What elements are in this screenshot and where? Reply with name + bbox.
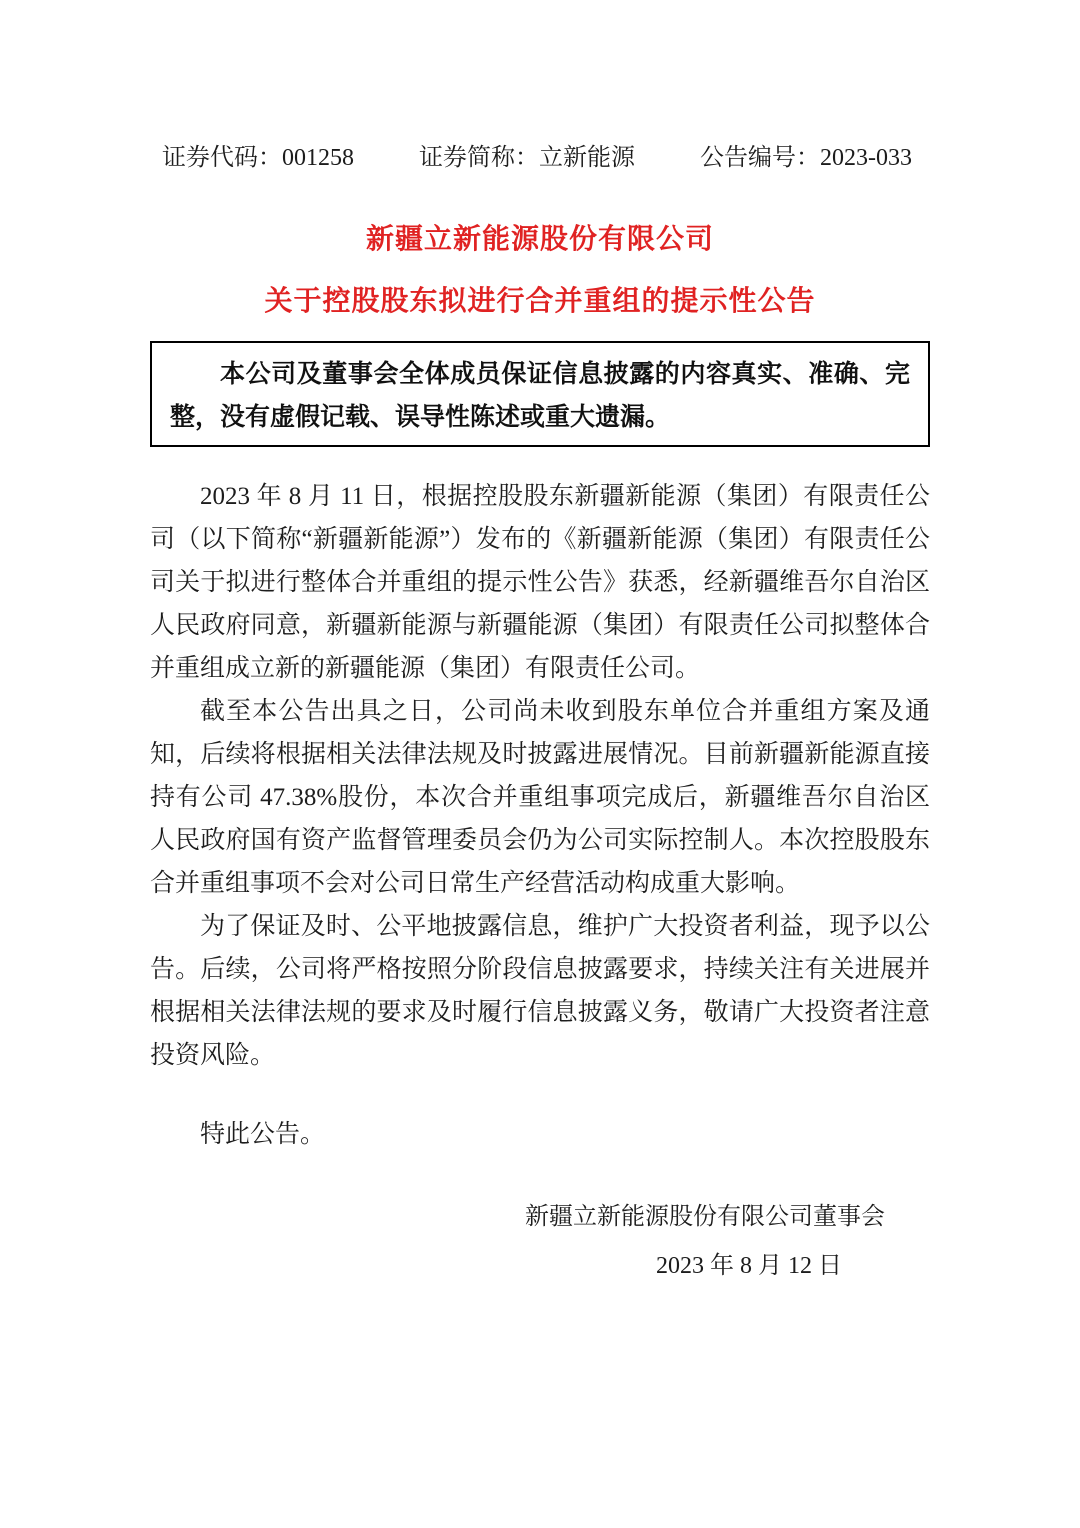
stock-name bbox=[419, 143, 635, 173]
announcement-number bbox=[700, 143, 912, 173]
stock-name-value: 立新能源 bbox=[539, 145, 635, 171]
announcement-number-label: 公告编号： bbox=[700, 145, 820, 171]
body-paragraph-1: 2023 年 8 月 11 日，根据控股股东新疆新能源（集团）有限责任公司（以下简称“新疆新能源”）发布的《新疆新能源（集团）有限责任公司关于拟进行整体合并重组的提示性公告》获悉，经新疆维吾尔自治区人民政府同意，新疆新能源与新疆能源（集团）有限责任公司拟整体合并重组成立新的新疆能源（集团）有限责任公司。 bbox=[150, 483, 930, 682]
stock-code-value: 001258 bbox=[282, 145, 354, 171]
stock-code bbox=[162, 143, 354, 173]
body-paragraph-3: 为了保证及时、公平地披露信息，维护广大投资者利益，现予以公告。后续，公司将严格按照分阶段信息披露要求，持续关注有关进展并根据相关法律法规的要求及时履行信息披露义务，敬请广大投资者注意投资风险。 bbox=[150, 913, 930, 1069]
signature-date: 2023 年 8 月 12 日 bbox=[656, 1253, 842, 1279]
disclaimer-box bbox=[150, 341, 930, 447]
stock-name-label: 证券简称： bbox=[419, 145, 539, 171]
announcement-subtitle: 关于控股股东拟进行合并重组的提示性公告 bbox=[264, 286, 816, 317]
securities-info-header bbox=[150, 143, 930, 173]
company-title: 新疆立新能源股份有限公司 bbox=[365, 224, 714, 255]
closing-statement: 特此公告。 bbox=[200, 1121, 326, 1148]
announcement-body bbox=[150, 475, 930, 1077]
signature-board: 新疆立新能源股份有限公司董事会 bbox=[525, 1204, 885, 1230]
disclaimer-text: 本公司及董事会全体成员保证信息披露的内容真实、准确、完整，没有虚假记载、误导性陈述或重大遗漏。 bbox=[170, 361, 910, 431]
announcement-number-value: 2023-033 bbox=[820, 145, 912, 171]
stock-code-label: 证券代码： bbox=[162, 145, 282, 171]
body-paragraph-2: 截至本公告出具之日，公司尚未收到股东单位合并重组方案及通知，后续将根据相关法律法规及时披露进展情况。目前新疆新能源直接持有公司 47.38%股份，本次合并重组事项完成后，新疆维吾尔自治区人民政府国有资产监督管理委员会仍为公司实际控制人。本次控股股东合并重组事项不会对公司日常生产经营活动构成重大影响。 bbox=[150, 698, 930, 897]
